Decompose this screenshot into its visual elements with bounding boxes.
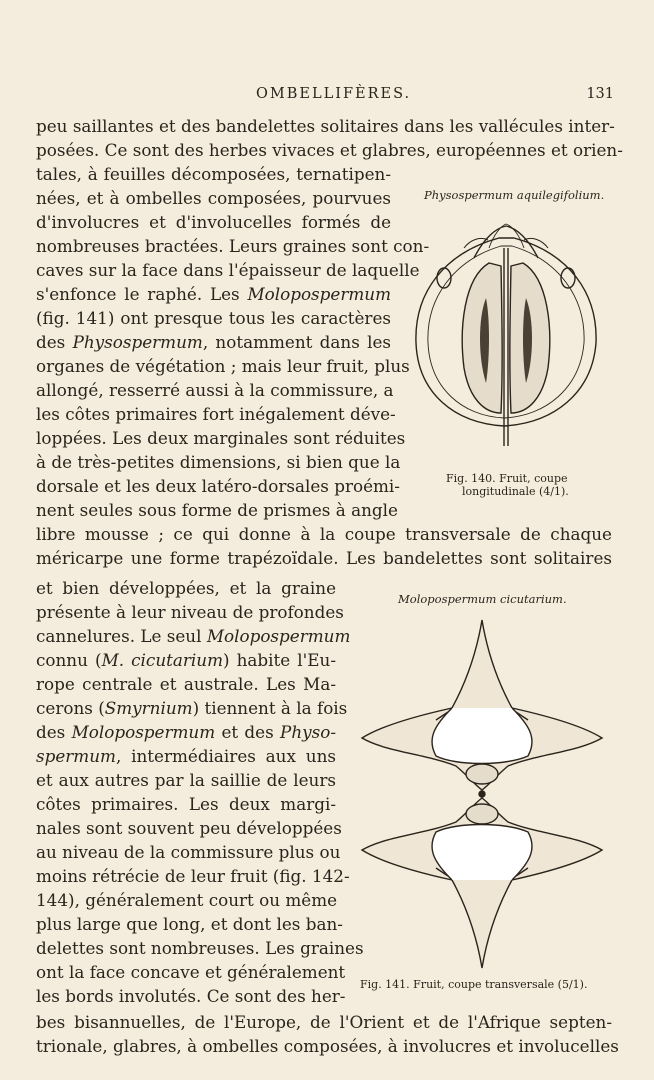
text-line: côtes primaires. Les deux margi-: [36, 794, 336, 814]
text-line: (fig. 141) ont presque tous les caractères: [36, 308, 391, 328]
fig140-plant-name: Physospermum aquilegifolium.: [424, 188, 605, 202]
text-line: nales sont souvent peu développées: [36, 818, 342, 838]
text-span: , intermédiaires aux uns: [115, 746, 336, 766]
running-header: [36, 84, 614, 108]
text-line: présente à leur niveau de profondes: [36, 602, 344, 622]
text-line: caves sur la face dans l'épaisseur de laquelle: [36, 260, 420, 280]
text-line: rope centrale et australe. Les Ma-: [36, 674, 336, 694]
text-line: [36, 696, 348, 720]
text-span: cerons (: [36, 698, 105, 718]
text-line: tales, à feuilles décomposées, ternatipen-: [36, 164, 391, 184]
text-line: [36, 624, 351, 648]
text-line: [36, 648, 336, 672]
text-line: nombreuses bractées. Leurs graines sont con-: [36, 236, 430, 256]
genus-name: Molopospermum: [206, 626, 351, 646]
text-span: ) tiennent à la fois: [192, 698, 348, 718]
text-line: posées. Ce sont des herbes vivaces et glabres, européennes et orien-: [36, 140, 623, 160]
text-line: trionale, glabres, à ombelles composées, à involucres et involucelles: [36, 1036, 619, 1056]
genus-name: Molopospermum: [247, 284, 391, 304]
text-line: nées, et à ombelles composées, pourvues: [36, 188, 391, 208]
fig140-caption-line2: longitudinale (4/1).: [462, 485, 569, 498]
text-span: ) habite l'Eu-: [223, 650, 337, 670]
chapter-title: OMBELLIFÈRES.: [256, 86, 412, 102]
text-line: à de très-petites dimensions, si bien que la: [36, 452, 401, 472]
text-line: 144), généralement court ou même: [36, 890, 338, 910]
text-line: les bords involutés. Ce sont des her-: [36, 986, 346, 1006]
text-line: peu saillantes et des bandelettes solitaires dans les vallécules inter-: [36, 116, 615, 136]
text-line: delettes sont nombreuses. Les graines: [36, 938, 364, 958]
text-line: nent seules sous forme de prismes à angle: [36, 500, 398, 520]
fig140-illustration: [404, 218, 614, 456]
text-line: libre mousse ; ce qui donne à la coupe transversale de chaque: [36, 524, 612, 544]
text-line: [36, 282, 391, 306]
genus-name: Physo-: [280, 722, 336, 742]
fig141-caption: Fig. 141. Fruit, coupe transversale (5/1).: [360, 978, 588, 991]
text-line: [36, 330, 391, 354]
page-number: 131: [586, 86, 614, 102]
text-line: allongé, resserré aussi à la commissure, a: [36, 380, 394, 400]
genus-name: Physospermum: [72, 332, 203, 352]
text-line: et aux autres par la saillie de leurs: [36, 770, 336, 790]
text-line: bes bisannuelles, de l'Europe, de l'Orient et de l'Afrique septen-: [36, 1012, 612, 1032]
text-span: des: [36, 332, 73, 352]
species-name: M. cicutarium: [101, 650, 223, 670]
text-line: au niveau de la commissure plus ou: [36, 842, 341, 862]
text-span: et des: [215, 722, 281, 742]
text-line: moins rétrécie de leur fruit (fig. 142-: [36, 866, 350, 886]
text-span: des: [36, 722, 72, 742]
text-line: [36, 744, 336, 768]
fig140-caption-line1: Fig. 140. Fruit, coupe: [446, 472, 568, 485]
genus-name: Molopospermum: [71, 722, 216, 742]
text-line: plus large que long, et dont les ban-: [36, 914, 343, 934]
fig141-illustration: [356, 616, 608, 972]
text-line: d'involucres et d'involucelles formés de: [36, 212, 391, 232]
text-span: , notamment dans les: [202, 332, 391, 352]
text-line: loppées. Les deux marginales sont réduites: [36, 428, 406, 448]
text-span: connu (: [36, 650, 102, 670]
text-line: organes de végétation ; mais leur fruit, plus: [36, 356, 410, 376]
genus-name: spermum: [36, 746, 116, 766]
text-span: s'enfonce le raphé. Les: [36, 284, 248, 304]
text-line: méricarpe une forme trapézoïdale. Les bandelettes sont solitaires: [36, 548, 612, 568]
genus-name: Smyrnium: [104, 698, 193, 718]
text-line: dorsale et les deux latéro-dorsales proémi-: [36, 476, 400, 496]
text-span: cannelures. Le seul: [36, 626, 207, 646]
text-line: les côtes primaires fort inégalement déve-: [36, 404, 396, 424]
fig141-plant-name: Molopospermum cicutarium.: [398, 592, 567, 606]
text-line: [36, 720, 336, 744]
text-line: et bien développées, et la graine: [36, 578, 336, 598]
text-line: ont la face concave et généralement: [36, 962, 346, 982]
